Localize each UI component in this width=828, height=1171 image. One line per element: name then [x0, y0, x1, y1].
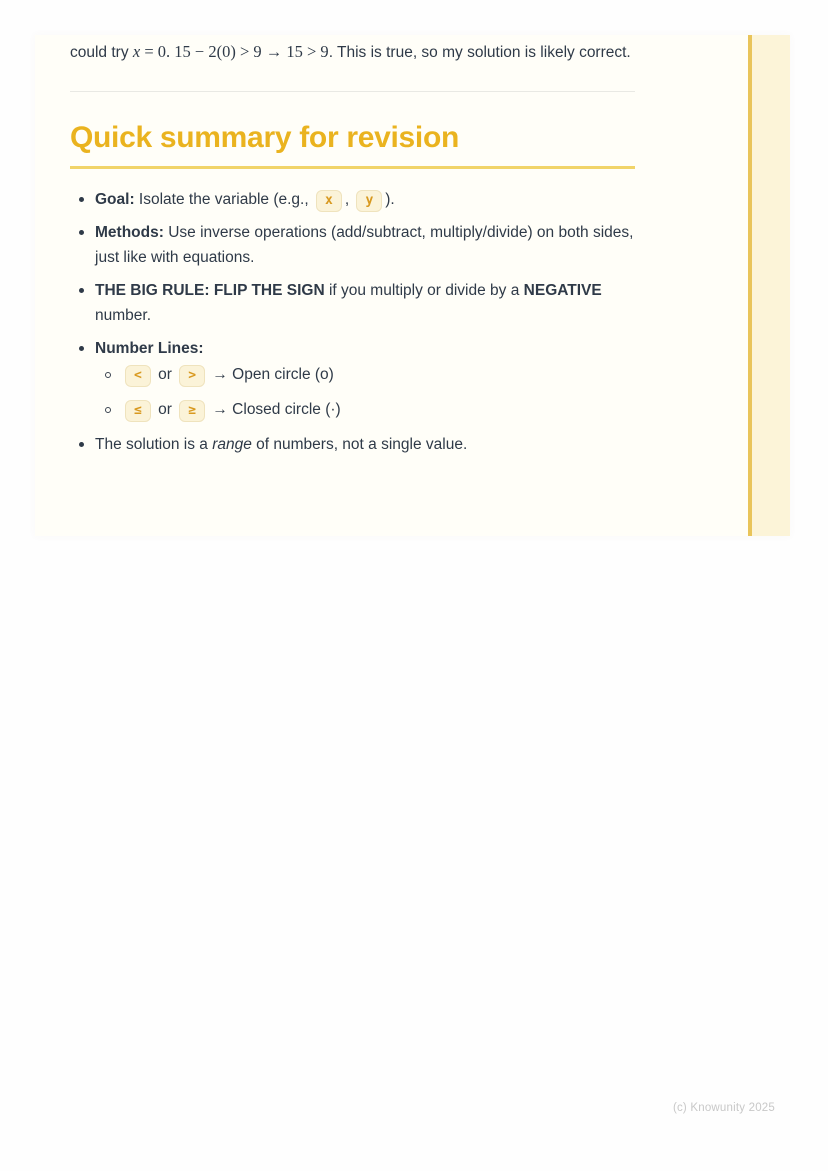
- inline-code-badge: ≤: [125, 400, 151, 422]
- section-heading: Quick summary for revision: [70, 122, 635, 169]
- list-item: [70, 432, 635, 457]
- text-segment: The solution is a: [95, 436, 213, 453]
- text-segment: if you multiply or divide by a: [324, 282, 524, 299]
- sublist-item: [95, 396, 635, 424]
- text-segment: = 0. 15 − 2(0) > 9 → 15 > 9: [140, 42, 329, 61]
- text-segment: THE BIG RULE: FLIP THE SIGN: [95, 282, 325, 299]
- verification-paragraph: [70, 39, 635, 65]
- inline-code-badge: y: [356, 190, 382, 212]
- text-segment: of numbers, not a single value.: [251, 436, 468, 453]
- card-content: [70, 35, 635, 465]
- list-item: [70, 220, 635, 270]
- list-item: [70, 278, 635, 328]
- text-segment: Methods:: [95, 224, 164, 241]
- text-segment: x: [132, 42, 141, 61]
- text-segment: Number Lines:: [95, 340, 204, 357]
- text-segment: NEGATIVE: [523, 282, 602, 299]
- text-segment: or: [153, 366, 177, 383]
- text-segment: Use inverse operations (add/subtract, multiply/divide) on both sides, just like with equations.: [95, 224, 634, 266]
- text-segment: number.: [95, 307, 152, 324]
- list-item: [70, 187, 635, 212]
- text-segment: could try: [70, 44, 133, 61]
- copyright-text: (c) Knowunity 2025: [672, 1102, 775, 1114]
- inline-code-badge: >: [179, 365, 205, 387]
- card-accent-strip: [748, 35, 790, 536]
- text-segment: → Closed circle (·): [208, 401, 341, 418]
- text-segment: ).: [385, 191, 395, 208]
- text-segment: or: [153, 401, 177, 418]
- number-lines-sublist: [95, 361, 635, 424]
- text-segment: ,: [344, 191, 354, 208]
- section-divider: [70, 91, 635, 92]
- inline-code-badge: x: [316, 190, 342, 212]
- sublist-item: [95, 361, 635, 389]
- summary-list: [70, 187, 635, 457]
- inline-code-badge: <: [125, 365, 151, 387]
- list-item: [70, 336, 635, 424]
- text-segment: Isolate the variable (e.g.,: [134, 191, 313, 208]
- inline-code-badge: ≥: [179, 400, 205, 422]
- text-segment: → Open circle (o): [208, 366, 334, 383]
- text-segment: . This is true, so my solution is likely correct.: [328, 44, 631, 61]
- text-segment: Goal:: [95, 191, 135, 208]
- notes-card: [35, 35, 790, 536]
- text-segment: range: [212, 436, 252, 453]
